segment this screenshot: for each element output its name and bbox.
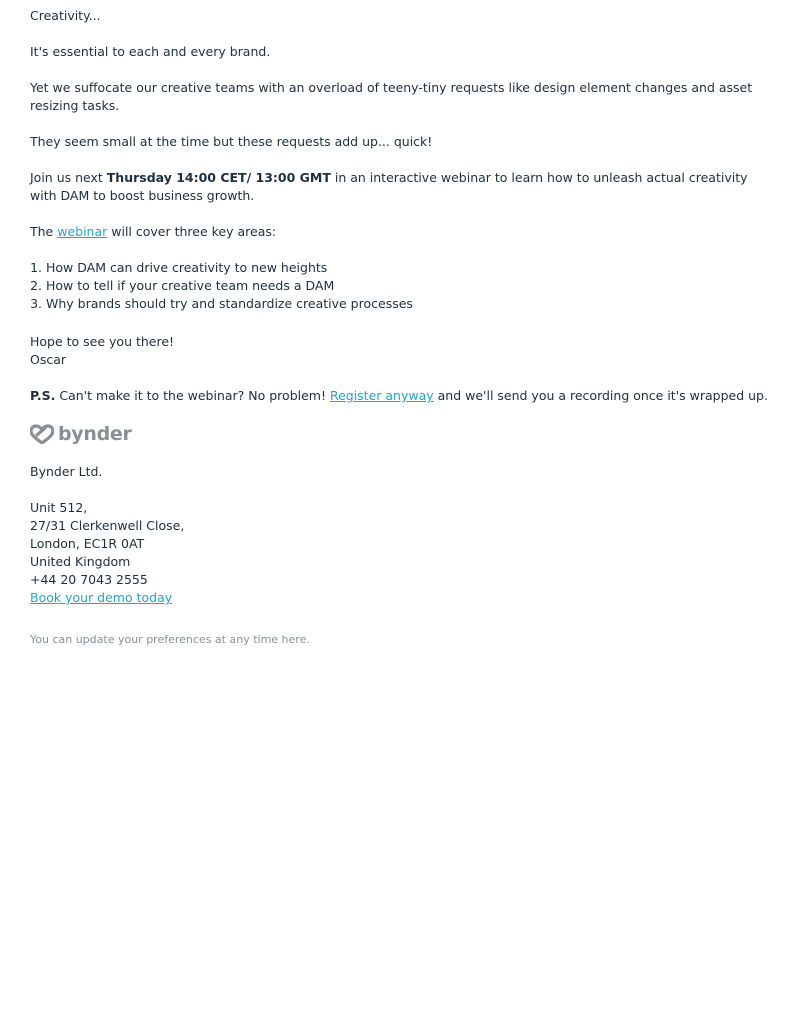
list-item: 1. How DAM can drive creativity to new heights	[46, 259, 775, 277]
add-up-paragraph: They seem small at the time but these requests add up... quick!	[30, 134, 433, 149]
webinar-link[interactable]: webinar	[57, 224, 108, 239]
areas-intro-paragraph	[30, 223, 775, 241]
closing-line: Hope to see you there!	[30, 334, 175, 349]
intro-paragraph: Creativity...	[30, 8, 101, 23]
ps-label: P.S.	[30, 388, 56, 403]
company-name: Bynder Ltd.	[30, 464, 103, 479]
bynder-logo-text: bynder	[58, 423, 132, 445]
phone-number: +44 20 7043 2555	[30, 572, 148, 587]
address-line-city: London, EC1R 0AT	[30, 536, 145, 551]
sender-name: Oscar	[30, 352, 67, 367]
invite-text-start: Join us next	[30, 170, 107, 185]
webinar-time: Thursday 14:00 CET/ 13:00 GMT	[106, 170, 331, 185]
essential-paragraph: It's essential to each and every brand.	[30, 44, 271, 59]
ps-text-end: and we'll send you a recording once it's wrapped up.	[433, 388, 768, 403]
ps-text-start: Can't make it to the webinar? No problem!	[55, 388, 330, 403]
bynder-logo[interactable]	[30, 423, 775, 445]
areas-intro-start: The	[30, 224, 58, 239]
address-line-country: United Kingdom	[30, 554, 131, 569]
address-line-unit: Unit 512,	[30, 500, 88, 515]
preferences-note[interactable]: You can update your preferences at any time here.	[30, 633, 310, 646]
book-demo-link[interactable]: Book your demo today	[30, 590, 173, 605]
list-item: 3. Why brands should try and standardize creative processes	[46, 295, 775, 313]
key-areas-list	[30, 259, 775, 313]
register-anyway-link[interactable]: Register anyway	[329, 388, 434, 403]
bynder-heart-icon	[30, 424, 54, 444]
company-address	[30, 499, 775, 607]
email-body	[30, 7, 775, 648]
signoff	[30, 333, 775, 369]
suffocate-paragraph: Yet we suffocate our creative teams with an overload of teeny-tiny requests like design element changes and asset resizing tasks.	[30, 80, 753, 113]
areas-intro-end: will cover three key areas:	[107, 224, 277, 239]
invite-text-end: in an interactive webinar to learn how to unleash actual creativity with DAM to boost business growth.	[30, 170, 748, 203]
list-item: 2. How to tell if your creative team needs a DAM	[46, 277, 775, 295]
ps-paragraph	[30, 387, 775, 405]
address-line-street: 27/31 Clerkenwell Close,	[30, 518, 185, 533]
invite-paragraph	[30, 169, 775, 205]
